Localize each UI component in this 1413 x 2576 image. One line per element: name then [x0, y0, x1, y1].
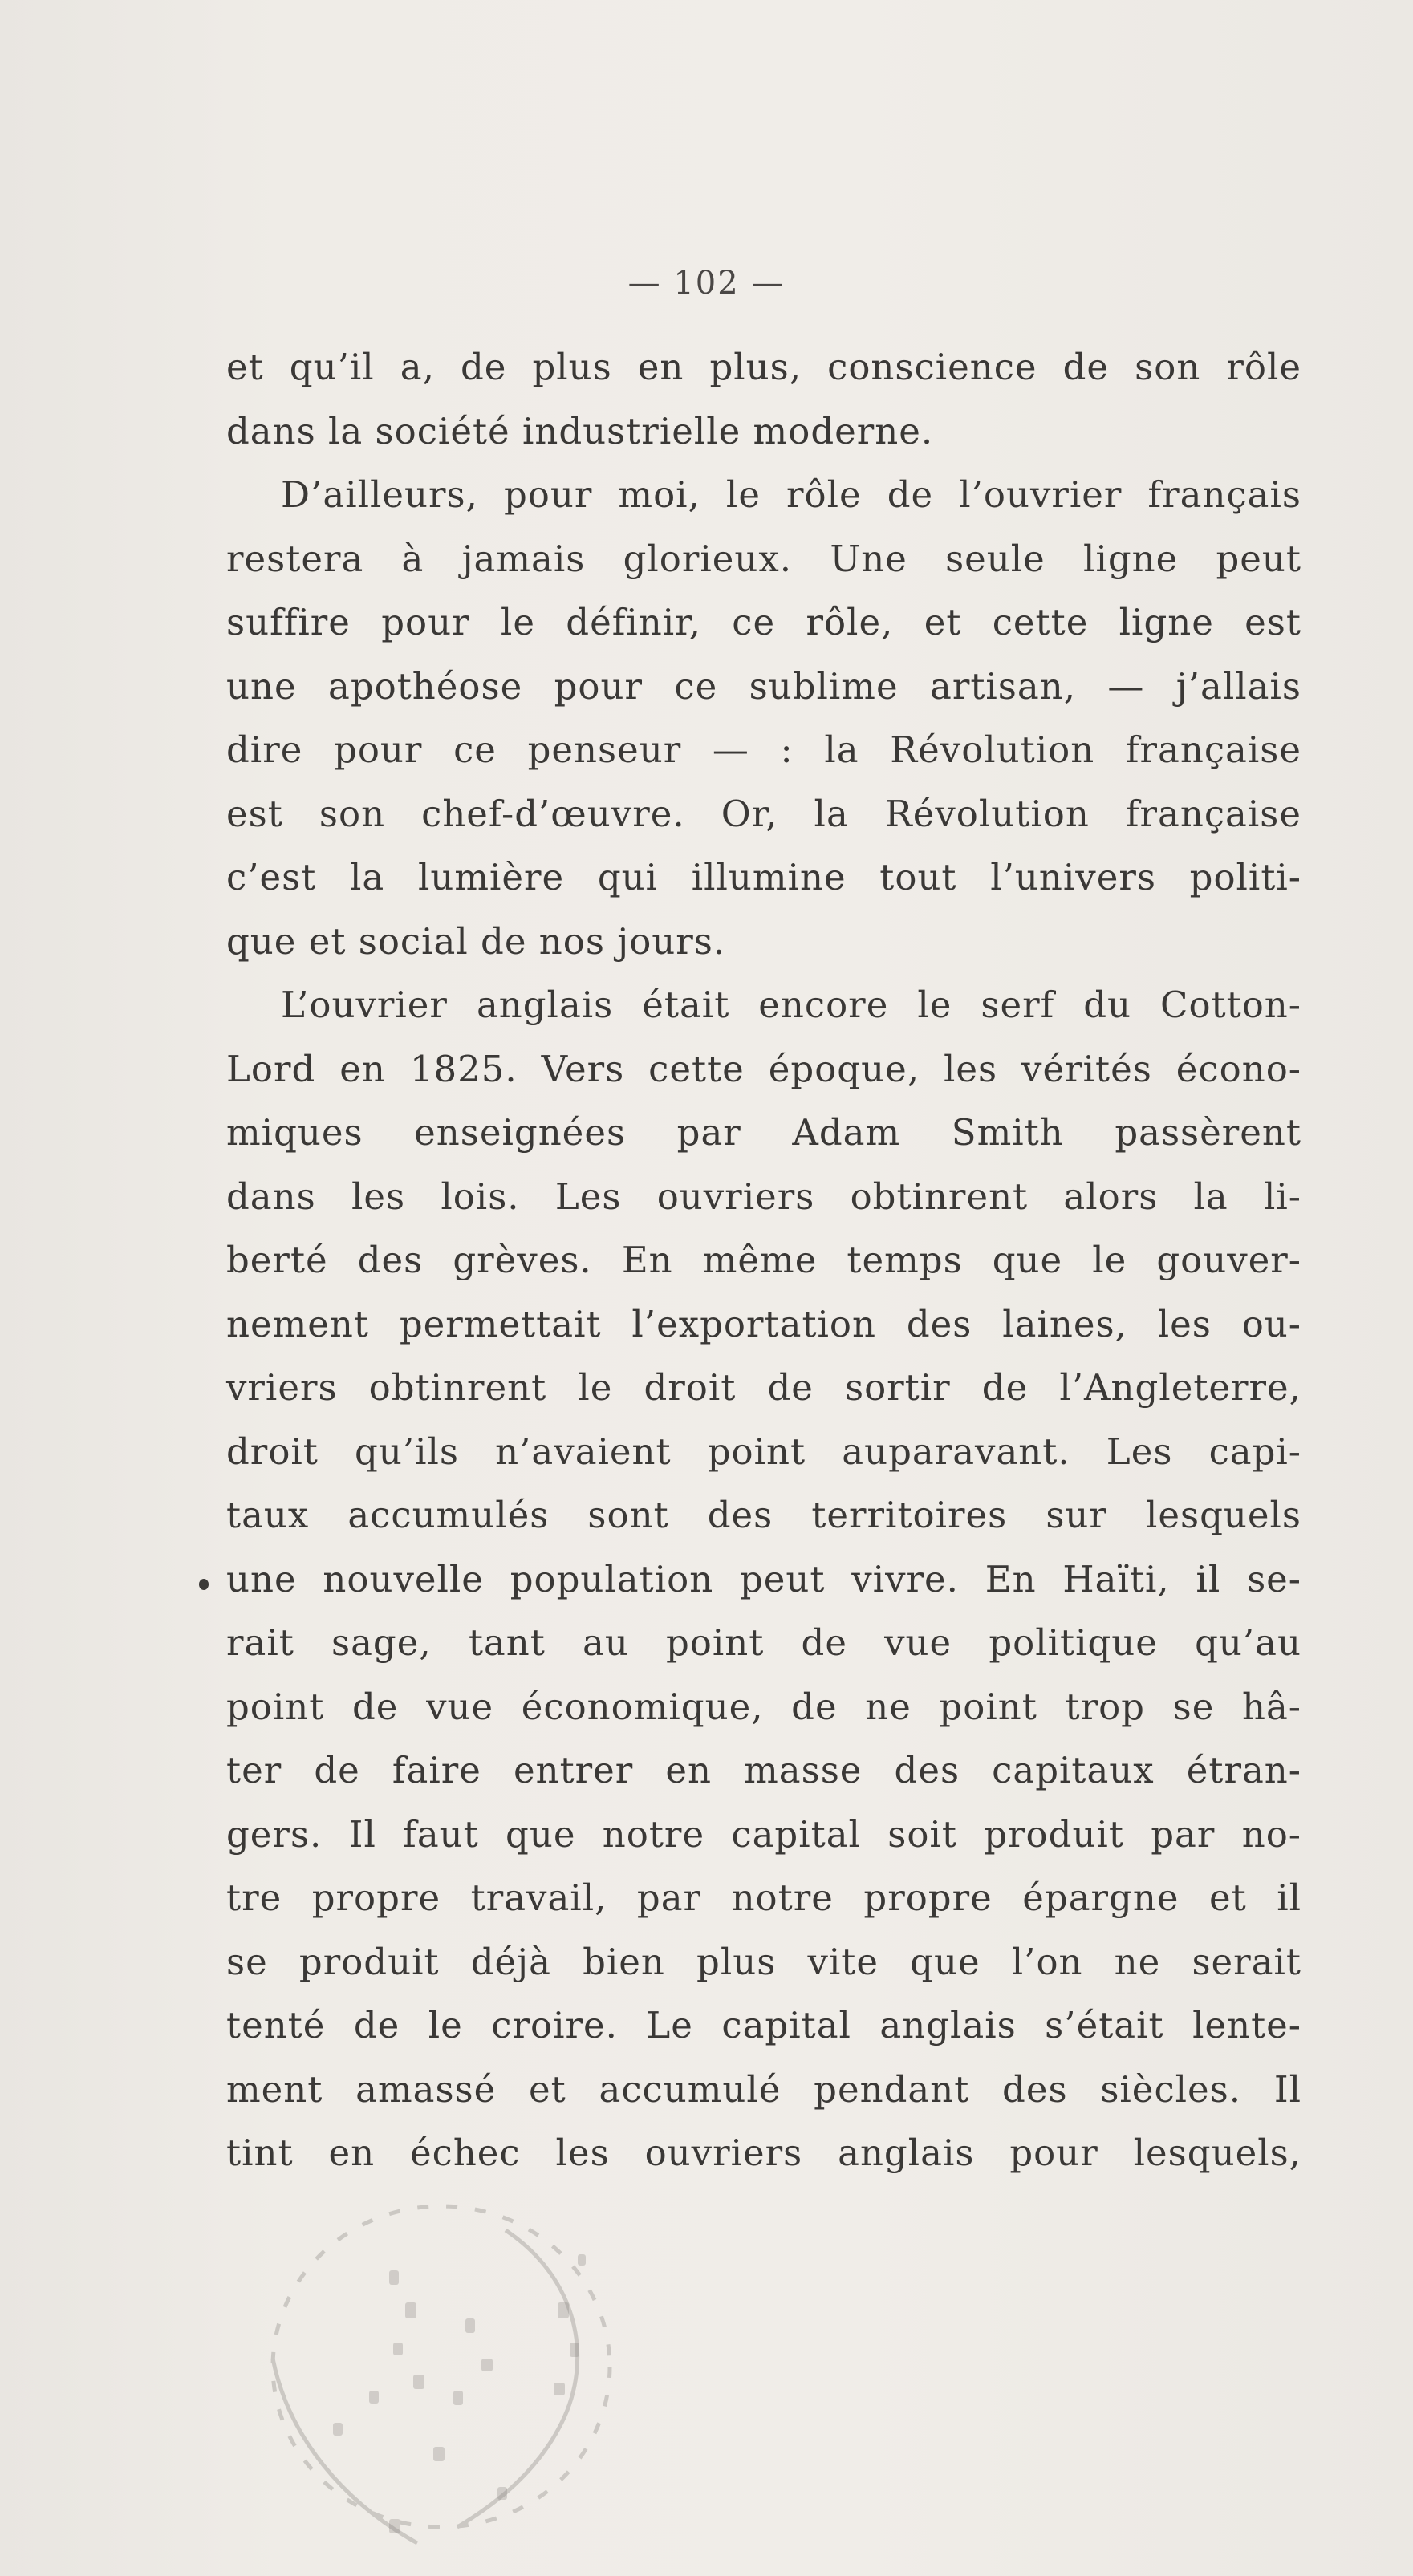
- text-line: tre propre travail, par notre propre épargne et il: [226, 1876, 1301, 1919]
- page-number: — 102 —: [627, 265, 786, 302]
- text-line: droit qu’ils n’avaient point auparavant. Les capi-: [226, 1430, 1301, 1473]
- text-line: c’est la lumière qui illumine tout l’univers politi-: [226, 856, 1301, 899]
- text-line: L’ouvrier anglais était encore le serf du Cotton-: [281, 984, 1301, 1026]
- text-line: que et social de nos jours.: [226, 919, 726, 963]
- text-line: dans les lois. Les ouvriers obtinrent alors la li-: [226, 1174, 1301, 1218]
- text-line: berté des grèves. En même temps que le gouver-: [226, 1239, 1301, 1281]
- text-line: se produit déjà bien plus vite que l’on ne serait: [226, 1940, 1301, 1983]
- body-text: [226, 335, 1301, 2185]
- text-line: ment amassé et accumulé pendant des siècles. Il: [226, 2067, 1301, 2111]
- text-line: vriers obtinrent le droit de sortir de l’Angleterre,: [226, 1366, 1301, 1409]
- text-line: est son chef-d’œuvre. Or, la Révolution française: [226, 792, 1301, 835]
- text-line: taux accumulés sont des territoires sur lesquels: [226, 1494, 1301, 1536]
- text-line: une apothéose pour ce sublime artisan, — j’allais: [226, 664, 1301, 708]
- ink-speck: [199, 1579, 209, 1590]
- text-line: restera à jamais glorieux. Une seule ligne peut: [226, 537, 1301, 580]
- text-line: nement permettait l’exportation des laines, les ou-: [226, 1302, 1301, 1345]
- text-line: Lord en 1825. Vers cette époque, les vérités écono-: [226, 1047, 1301, 1090]
- text-line: ter de faire entrer en masse des capitaux étran-: [226, 1749, 1301, 1791]
- text-line: gers. Il faut que notre capital soit produit par no-: [226, 1812, 1301, 1856]
- text-line: et qu’il a, de plus en plus, conscience de son rôle: [226, 346, 1301, 388]
- text-line: rait sage, tant au point de vue politique qu’au: [226, 1621, 1301, 1664]
- text-line: point de vue économique, de ne point trop se hâ-: [226, 1685, 1301, 1728]
- text-line: dans la société industrielle moderne.: [226, 409, 934, 452]
- text-line: D’ailleurs, pour moi, le rôle de l’ouvrier français: [281, 473, 1301, 516]
- library-stamp: [241, 2182, 754, 2567]
- text-line: suffire pour le définir, ce rôle, et cette ligne est: [226, 601, 1301, 643]
- text-line: dire pour ce penseur — : la Révolution française: [226, 728, 1301, 771]
- text-line: une nouvelle population peut vivre. En Haïti, il se-: [226, 1557, 1301, 1600]
- text-line: tenté de le croire. Le capital anglais s’était lente-: [226, 2004, 1301, 2047]
- text-line: tint en échec les ouvriers anglais pour lesquels,: [226, 2132, 1301, 2174]
- text-line: miques enseignées par Adam Smith passèrent: [226, 1111, 1301, 1154]
